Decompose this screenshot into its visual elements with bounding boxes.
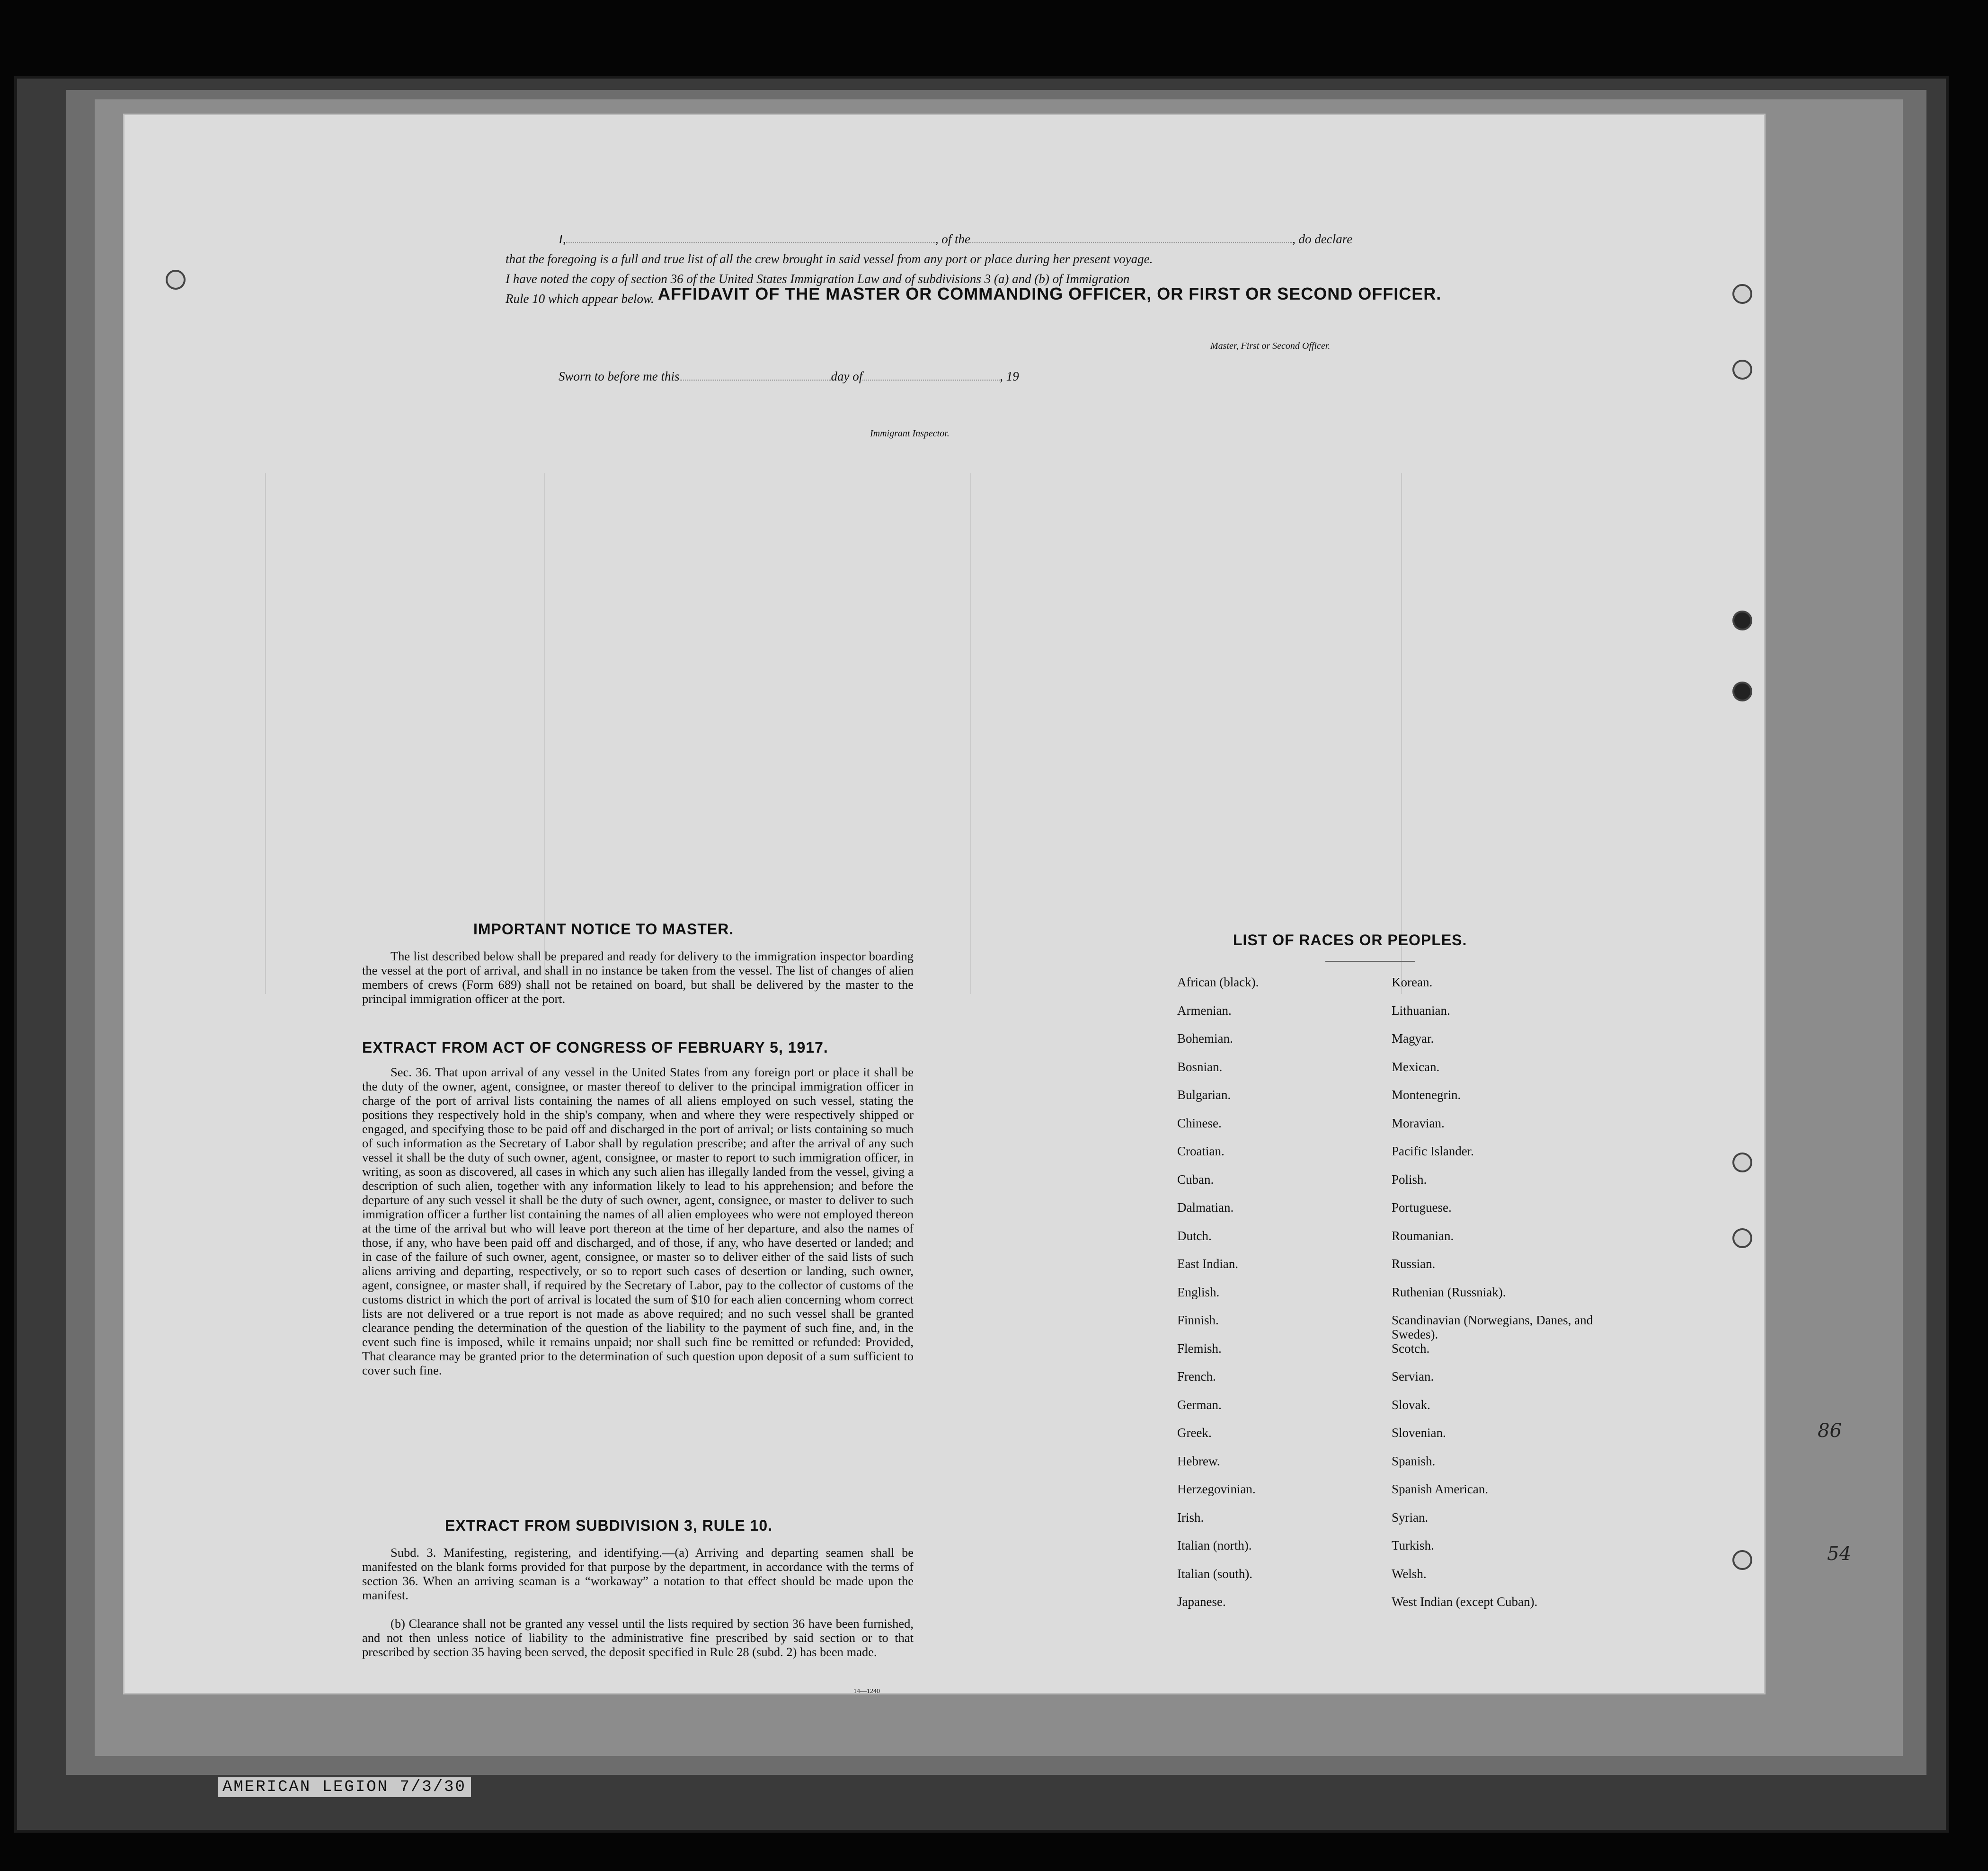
race-right-item: Pacific Islander. xyxy=(1392,1144,1474,1158)
margin-note: 86 xyxy=(1818,1420,1842,1442)
race-left-item: Dalmatian. xyxy=(1177,1200,1234,1215)
affidavit-i: I, xyxy=(559,232,566,246)
bleed-through-rule xyxy=(1401,473,1402,994)
signature-label: Master, First or Second Officer. xyxy=(1210,341,1331,351)
race-left-item: Irish. xyxy=(1177,1510,1204,1525)
race-left-item: Croatian. xyxy=(1177,1144,1225,1158)
race-left-item: Dutch. xyxy=(1177,1228,1212,1243)
race-left-item: English. xyxy=(1177,1285,1220,1299)
race-right-item: Roumanian. xyxy=(1392,1228,1454,1243)
race-right-item: Russian. xyxy=(1392,1257,1436,1271)
edge-label: AMERICAN LEGION 7/3/30 xyxy=(218,1777,471,1797)
month-blank xyxy=(862,379,1000,381)
race-left-item: African (black). xyxy=(1177,975,1259,989)
races-left-column xyxy=(1177,975,1376,1623)
affidavit-line-1 xyxy=(559,232,1352,247)
affidavit-line-3: I have noted the copy of section 36 of the United States Immigration Law and of subdivisions 3 (a) and (b) of Immigration xyxy=(506,272,1130,286)
day-of-text: day of xyxy=(831,369,863,383)
sworn-text: Sworn to before me this xyxy=(559,369,680,383)
rule-extract-text-b: (b) Clearance shall not be granted any vessel until the lists required by section 36 have been furnished, and not then unless notice of liability to the administrative fine prescribed by said section or to that prescribed by section 35 having been served, the deposit specified in Rule 28 (subd. 2) has been made. xyxy=(362,1616,914,1659)
punch-hole xyxy=(1732,682,1752,701)
punch-hole xyxy=(1732,360,1752,380)
punch-hole xyxy=(1732,1228,1752,1248)
punch-hole xyxy=(166,270,186,290)
name-blank xyxy=(566,241,935,243)
races-title-underline xyxy=(1325,961,1415,962)
race-left-item: Italian (north). xyxy=(1177,1538,1252,1552)
race-left-item: East Indian. xyxy=(1177,1257,1238,1271)
affidavit-line-2: that the foregoing is a full and true list of all the crew brought in said vessel from any port or place during her present voyage. xyxy=(506,252,1153,266)
race-right-item: West Indian (except Cuban). xyxy=(1392,1595,1538,1609)
vessel-blank xyxy=(970,241,1292,243)
bleed-through-rule xyxy=(544,473,545,994)
affidavit-title: AFFIDAVIT OF THE MASTER OR COMMANDING OFFICER, OR FIRST OR SECOND OFFICER. xyxy=(658,284,1442,303)
race-left-item: Chinese. xyxy=(1177,1116,1222,1130)
punch-hole xyxy=(1732,1550,1752,1570)
margin-note: 54 xyxy=(1827,1543,1851,1565)
race-left-item: Finnish. xyxy=(1177,1313,1219,1327)
notice-text: The list described below shall be prepared and ready for delivery to the immigration inspector boarding the vessel at the port of arrival, and shall in no instance be taken from the vessel. The list of changes of alien members of crews (Form 689) shall not be retained on board, but shall be delivered by the master to the principal immigration officer at the port. xyxy=(362,949,914,1006)
race-right-item: Spanish. xyxy=(1392,1454,1436,1468)
race-right-item: Servian. xyxy=(1392,1369,1434,1383)
race-right-item: Scotch. xyxy=(1392,1341,1430,1356)
affidavit-declare: , do declare xyxy=(1292,232,1353,246)
race-right-item: Montenegrin. xyxy=(1392,1088,1461,1102)
race-right-item: Moravian. xyxy=(1392,1116,1445,1130)
inspector-label: Immigrant Inspector. xyxy=(870,428,950,439)
race-right-item: Syrian. xyxy=(1392,1510,1429,1525)
form-number: 14—1240 xyxy=(853,1688,880,1695)
race-right-item: Spanish American. xyxy=(1392,1482,1488,1496)
bleed-through-rule xyxy=(970,473,971,994)
race-left-item: Italian (south). xyxy=(1177,1566,1252,1581)
race-left-item: Flemish. xyxy=(1177,1341,1222,1356)
race-right-item: Korean. xyxy=(1392,975,1433,989)
race-left-item: Cuban. xyxy=(1177,1172,1214,1187)
race-left-item: Hebrew. xyxy=(1177,1454,1220,1468)
races-right-column xyxy=(1392,975,1609,1623)
act-extract-text: Sec. 36. That upon arrival of any vessel in the United States from any foreign port or place it shall be the duty of the owner, agent, consignee, or master thereof to deliver to the principal immigration officer in charge of the port of arrival lists containing the names of all aliens employed on such vessel, stating the positions they respectively hold in the ship's company, when and where they were respectively shipped or engaged, and specifying those to be paid off and discharged in the port of arrival; or lists containing so much of such information as the Secretary of Labor shall by regulation prescribe; and after the arrival of any such vessel it shall be the duty of such owner, agent, consignee, or master to report to such immigration officer, in writing, as soon as discovered, all cases in which any such alien has illegally landed from the vessel, giving a description of such alien, together with any information likely to lead to his apprehension; and before the departure of any such vessel it shall be the duty of such owner, agent, consignee, or master to deliver to such immigration officer a further list containing the names of all alien employees who were not employed thereon at the time of the arrival but who will leave port thereon at the time of her departure, and also the names of those, if any, who have been paid off and discharged, and of those, if any, who have deserted or landed; and in case of the failure of such owner, agent, consignee, or master so to deliver either of the said lists of such aliens arriving and departing, respectively, or so to report such cases of desertion or landing, such owner, agent, consignee, or master shall, if required by the Secretary of Labor, pay to the collector of customs of the customs district in which the port of arrival is located the sum of $10 for each alien concerning whom correct lists are not delivered or a true report is not made as above required; and no such vessel shall be granted clearance pending the determination of the question of the liability to the payment of such fine, and, in the event such fine is imposed, while it remains unpaid; nor shall such fine be remitted or refunded: Provided, That clearance may be granted prior to the determination of such question upon deposit of a sum sufficient to cover such fine. xyxy=(362,1065,914,1377)
race-left-item: Japanese. xyxy=(1177,1595,1226,1609)
race-left-item: Bosnian. xyxy=(1177,1059,1223,1074)
document-page xyxy=(123,114,1766,1694)
race-right-item: Turkish. xyxy=(1392,1538,1434,1552)
day-blank xyxy=(680,379,831,381)
act-extract-title: EXTRACT FROM ACT OF CONGRESS OF FEBRUARY 5, 1917. xyxy=(362,1039,828,1056)
race-right-item: Slovenian. xyxy=(1392,1426,1446,1440)
punch-hole xyxy=(1732,284,1752,304)
race-left-item: Bulgarian. xyxy=(1177,1088,1231,1102)
race-left-item: Armenian. xyxy=(1177,1003,1232,1018)
race-right-item: Magyar. xyxy=(1392,1031,1434,1046)
race-right-item: Polish. xyxy=(1392,1172,1427,1187)
race-right-item: Mexican. xyxy=(1392,1059,1440,1074)
bleed-through-rule xyxy=(265,473,266,994)
race-left-item: Bohemian. xyxy=(1177,1031,1233,1046)
race-right-item: Slovak. xyxy=(1392,1397,1430,1412)
race-right-item: Portuguese. xyxy=(1392,1200,1452,1215)
punch-hole xyxy=(1732,1153,1752,1172)
sworn-line xyxy=(559,369,1019,384)
race-left-item: Greek. xyxy=(1177,1426,1212,1440)
rule-extract-text-a: Subd. 3. Manifesting, registering, and identifying.—(a) Arriving and departing seamen shall be manifested on the blank forms provided for that purpose by the department, in accordance with the terms of section 36. When an arriving seaman is a “workaway” a notation to that effect should be made upon the manifest. xyxy=(362,1545,914,1602)
race-right-item: Welsh. xyxy=(1392,1566,1427,1581)
races-title: LIST OF RACES OR PEOPLES. xyxy=(1233,931,1467,949)
race-right-item: Lithuanian. xyxy=(1392,1003,1450,1018)
rule-extract-title: EXTRACT FROM SUBDIVISION 3, RULE 10. xyxy=(445,1517,773,1534)
affidavit-line-4: Rule 10 which appear below. xyxy=(506,292,654,306)
punch-hole xyxy=(1732,611,1752,630)
race-left-item: French. xyxy=(1177,1369,1216,1383)
race-left-item: German. xyxy=(1177,1397,1222,1412)
affidavit-of-the: , of the xyxy=(935,232,970,246)
year-text: , 19 xyxy=(1000,369,1019,383)
race-right-item: Scandinavian (Norwegians, Danes, and Swedes). xyxy=(1392,1313,1593,1341)
notice-title: IMPORTANT NOTICE TO MASTER. xyxy=(473,921,734,938)
race-left-item: Herzegovinian. xyxy=(1177,1482,1256,1496)
race-right-item: Ruthenian (Russniak). xyxy=(1392,1285,1506,1299)
